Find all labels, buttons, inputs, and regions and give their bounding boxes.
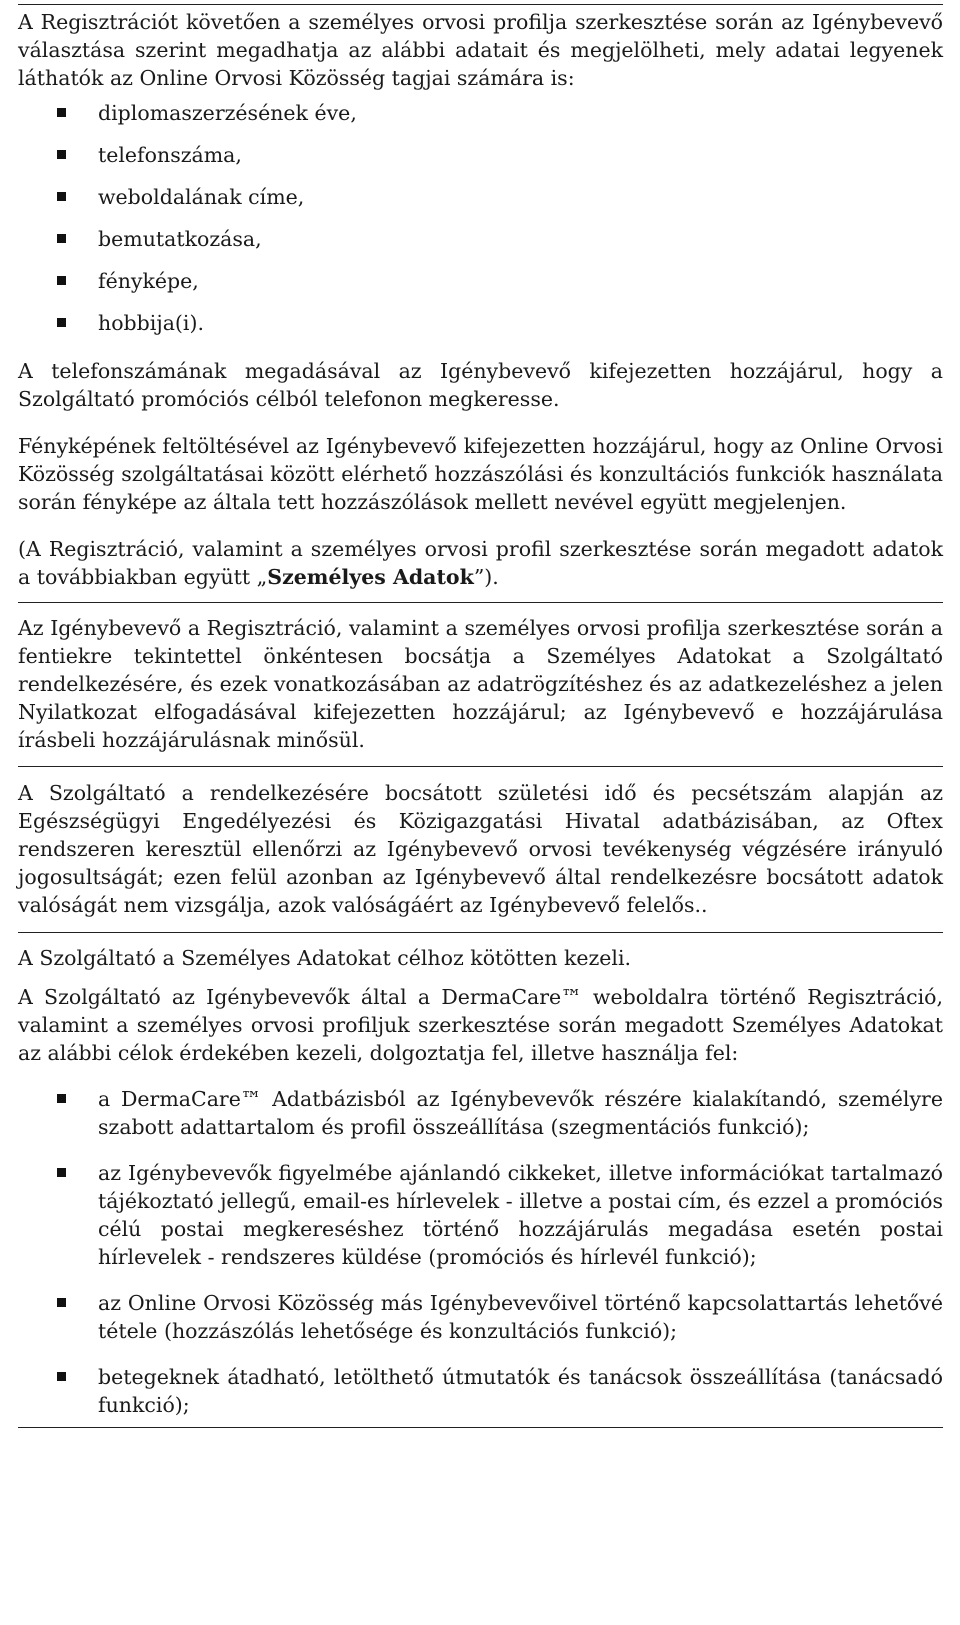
square-bullet-icon	[57, 150, 66, 159]
square-bullet-icon	[57, 1298, 66, 1307]
personal-data-definition: (A Regisztráció, valamint a személyes orvosi profil szerkesztése során megadott adatok a továbbiakban együtt „Személyes Adatok”).	[18, 537, 943, 589]
square-bullet-icon	[57, 276, 66, 285]
list-item: betegeknek átadható, letölthető útmutatók és tanácsok összeállítása (tanácsadó funkció);	[18, 1363, 943, 1419]
processing-purposes-list	[18, 1085, 943, 1419]
voluntary-provision-paragraph: Az Igénybevevő a Regisztráció, valamint a személyes orvosi profilja szerkesztése során a fentiekre tekintettel önkéntesen bocsátja a Személyes Adatokat a Szolgáltató rendelkezésére, és ezek vonatkozásában az adatrögzítéshez és az adatkezeléshez a jelen Nyilatkozat elfogadásával kifejezetten hozzájárul; az Igénybevevő e hozzájárulása írásbeli hozzájárulásnak minősül.	[18, 616, 943, 752]
square-bullet-icon	[57, 1372, 66, 1381]
square-bullet-icon	[57, 1168, 66, 1177]
profile-data-list	[18, 99, 943, 337]
list-item: fényképe,	[18, 267, 943, 295]
table-rule	[18, 1427, 943, 1428]
list-item: diplomaszerzésének éve,	[18, 99, 943, 127]
list-item: a DermaCare™ Adatbázisból az Igénybevevők részére kialakítandó, személyre szabott adattartalom és profil összeállítása (szegmentációs funkció);	[18, 1085, 943, 1141]
table-rule	[18, 4, 943, 5]
phone-consent-paragraph: A telefonszámának megadásával az Igénybevevő kifejezetten hozzájárul, hogy a Szolgáltató promóciós célból telefonon megkeresse.	[18, 359, 943, 411]
square-bullet-icon	[57, 108, 66, 117]
list-item: telefonszáma,	[18, 141, 943, 169]
square-bullet-icon	[57, 234, 66, 243]
list-item: bemutatkozása,	[18, 225, 943, 253]
list-item: weboldalának címe,	[18, 183, 943, 211]
square-bullet-icon	[57, 192, 66, 201]
verification-paragraph: A Szolgáltató a rendelkezésére bocsátott születési idő és pecsétszám alapján az Egészségügyi Engedélyezési és Közigazgatási Hivatal adatbázisában, az Oftex rendszeren keresztül ellenőrzi az Igénybevevő orvosi tevékenység végzésére irányuló jogosultságát; ezen felül azonban az Igénybevevő által rendelkezésre bocsátott adatok valóságát nem vizsgálja, azok valóságáért az Igénybevevő felelős..	[18, 781, 943, 917]
table-rule	[18, 602, 943, 603]
document-page	[18, 0, 943, 1428]
table-rule	[18, 766, 943, 767]
square-bullet-icon	[57, 318, 66, 327]
processing-purposes-intro: A Szolgáltató az Igénybevevők által a DermaCare™ weboldalra történő Regisztráció, valamint a személyes orvosi profiljuk szerkesztése során megadott Személyes Adatokat az alábbi célok érdekében kezeli, dolgoztatja fel, illetve használja fel:	[18, 985, 943, 1065]
list-item: az Online Orvosi Közösség más Igénybevevőivel történő kapcsolattartás lehetővé tétele (hozzászólás lehetősége és konzultációs funkció);	[18, 1289, 943, 1345]
defined-term: Személyes Adatok	[267, 565, 474, 589]
purpose-limitation-paragraph: A Szolgáltató a Személyes Adatokat célhoz kötötten kezeli.	[18, 946, 632, 970]
table-rule	[18, 932, 943, 933]
profile-intro-paragraph: A Regisztrációt követően a személyes orvosi profilja szerkesztése során az Igénybevevő választása szerint megadhatja az alábbi adatait és megjelölheti, mely adatai legyenek láthatók az Online Orvosi Közösség tagjai számára is:	[18, 10, 943, 90]
list-item: az Igénybevevők figyelmébe ajánlandó cikkeket, illetve információkat tartalmazó tájékoztató jellegű, email-es hírlevelek - illetve a postai cím, és ezzel a promóciós célú postai megkereséshez történő hozzájárulás megadása esetén postai hírlevelek - rendszeres küldése (promóciós és hírlevél funkció);	[18, 1159, 943, 1271]
list-item: hobbija(i).	[18, 309, 943, 337]
photo-consent-paragraph: Fényképének feltöltésével az Igénybevevő kifejezetten hozzájárul, hogy az Online Orvosi Közösség szolgáltatásai között elérhető hozzászólási és konzultációs funkciók használata során fényképe az általa tett hozzászólások mellett nevével együtt megjelenjen.	[18, 434, 943, 514]
square-bullet-icon	[57, 1094, 66, 1103]
